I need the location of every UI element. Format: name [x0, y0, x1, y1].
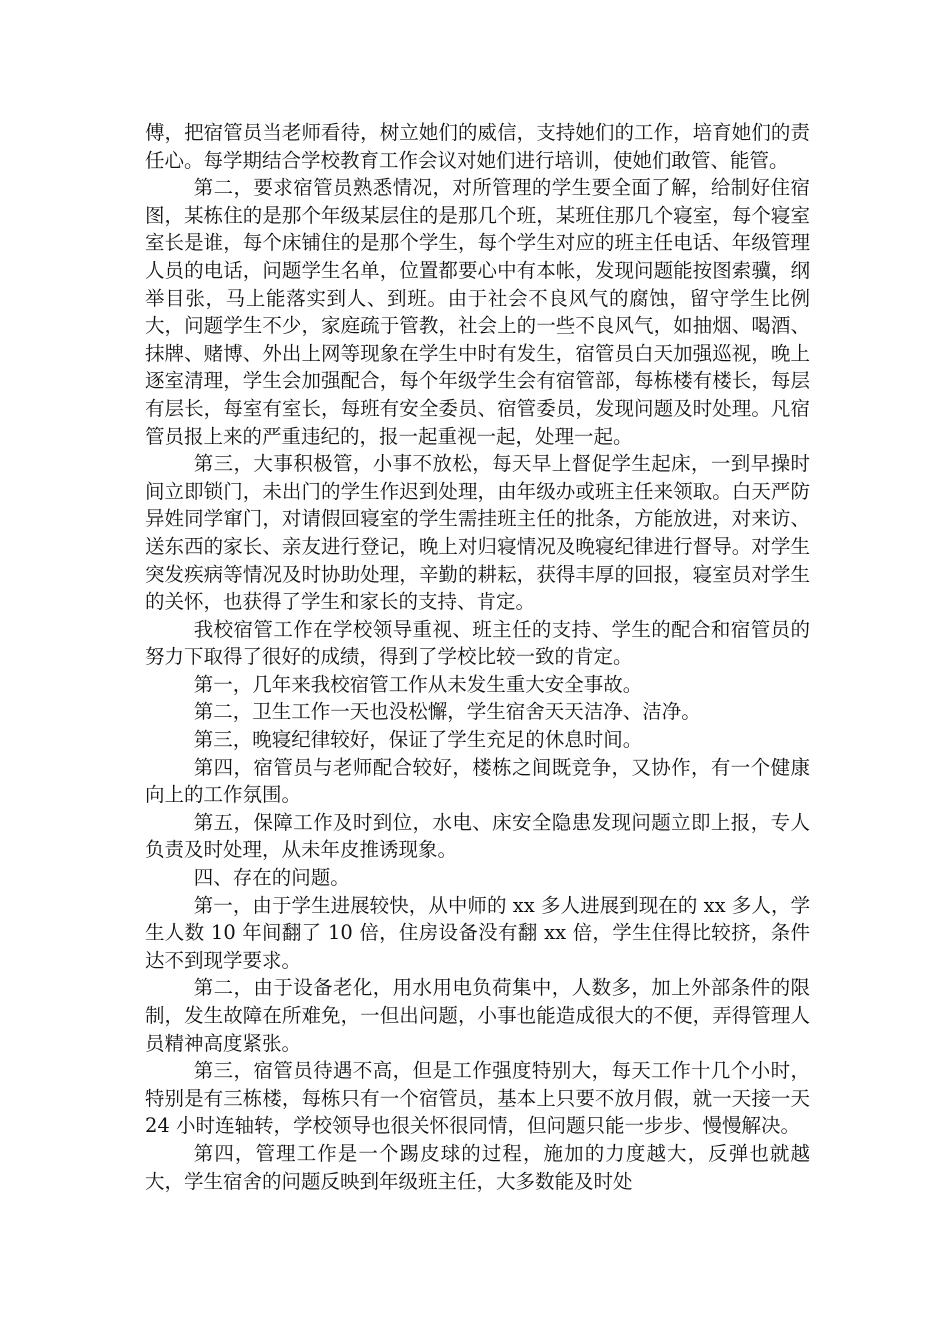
paragraph-12: 第二，由于设备老化，用水用电负荷集中，人数多，加上外部条件的限制，发生故障在所难免，一但出问题，小事也能造成很大的不便，弄得管理人员精神高度紧张。: [145, 976, 810, 1055]
section-heading: 四、存在的问题。: [193, 866, 350, 890]
paragraph-3: 第三，大事积极管，小事不放松，每天早上督促学生起床，一到早操时间立即锁门，未出门的学生作迟到处理，由年级办或班主任来领取。白天严防异姓同学窜门，对请假回寝室的学生需挂班主任的批条，方能放进，对来访、送东西的家长、亲友进行登记，晚上对归寝情况及晚寝纪律进行督导。对学生突发疾病等情况及时协助处理，辛勤的耕耘，获得丰厚的回报，寝室员对学生的关怀，也获得了学生和家长的支持、肯定。: [145, 452, 810, 614]
paragraph-13: 第三，宿管员待遇不高，但是工作强度特别大，每天工作十几个小时，特别是有三栋楼，每栋只有一个宿管员，基本上只要不放月假，就一天接一天 24 小时连轴转，学校领导也很关怀很同情，但问题只能一步步、慢慢解决。: [145, 1059, 810, 1138]
paragraph-9: 第五，保障工作及时到位，水电、床安全隐患发现问题立即上报，专人负责及时处理，从未年皮推诱现象。: [145, 810, 810, 862]
paragraph-7: 第三，晚寝纪律较好，保证了学生充足的休息时间。: [193, 728, 643, 752]
paragraph-5: 第一，几年来我校宿管工作从未发生重大安全事故。: [193, 672, 643, 696]
paragraph-4: 我校宿管工作在学校领导重视、班主任的支持、学生的配合和宿管员的努力下取得了很好的成绩，得到了学校比较一致的肯定。: [145, 617, 810, 669]
paragraph-8: 第四，宿管员与老师配合较好，楼栋之间既竞争，又协作，有一个健康向上的工作氛围。: [145, 755, 810, 807]
paragraph-11: 第一，由于学生进展较快，从中师的 xx 多人进展到现在的 xx 多人，学生人数 10 年间翻了 10 倍，住房设备没有翻 xx 倍，学生住得比较挤，条件达不到现学要求。: [145, 893, 810, 972]
paragraph-6: 第二，卫生工作一天也没松懈，学生宿舍天天洁净、洁净。: [193, 700, 701, 724]
paragraph-1: 傅，把宿管员当老师看待，树立她们的威信，支持她们的工作，培育她们的责任心。每学期结合学校教育工作会议对她们进行培训，使她们敢管、能管。: [145, 121, 810, 172]
paragraph-2: 第二，要求宿管员熟悉情况，对所管理的学生要全面了解，给制好住宿图，某栋住的是那个年级某层住的是那几个班，某班住那几个寝室，每个寝室室长是谁，每个床铺住的是那个学生，每个学生对应的班主任电话、年级管理人员的电话，问题学生名单，位置都要心中有本帐，发现问题能按图索骥，纲举目张，马上能落实到人、到班。由于社会不良风气的腐蚀，留守学生比例大，问题学生不少，家庭疏于管教，社会上的一些不良风气，如抽烟、喝酒、抹牌、赌博、外出上网等现象在学生中时有发生，宿管员白天加强巡视，晚上逐室清理，学生会加强配合，每个年级学生会有宿管部，每栋楼有楼长，每层有层长，每室有室长，每班有安全委员、宿管委员，发现问题及时处理。凡宿管员报上来的严重违纪的，报一起重视一起，处理一起。: [145, 176, 810, 448]
document-page: [145, 119, 810, 1195]
paragraph-14: 第四，管理工作是一个踢皮球的过程，施加的力度越大，反弹也就越大，学生宿舍的问题反映到年级班主任，大多数能及时处: [145, 1141, 810, 1193]
